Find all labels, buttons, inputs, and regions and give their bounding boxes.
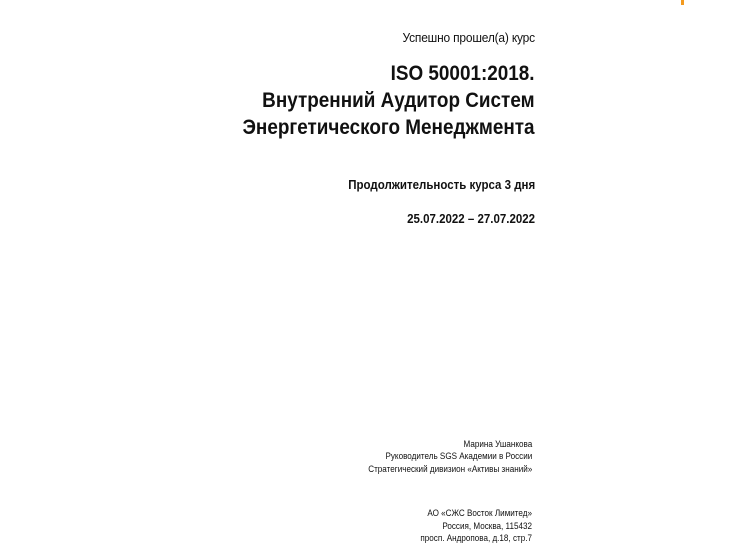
course-title-line-2: Внутренний Аудитор Систем <box>262 89 535 112</box>
course-title-line-1: ISO 50001:2018. <box>391 62 535 85</box>
company-address-block <box>420 507 532 545</box>
course-title-line-3: Энергетического Менеджмента <box>242 116 535 139</box>
signatory-name: Марина Ушанкова <box>463 439 532 449</box>
orange-accent-mark <box>681 0 684 5</box>
course-dates: 25.07.2022 – 27.07.2022 <box>407 212 535 226</box>
passed-course-text: Успешно прошел(а) курс <box>402 30 535 45</box>
company-city-line: Россия, Москва, 115432 <box>442 520 532 531</box>
course-duration: Продолжительность курса 3 дня <box>348 178 535 192</box>
course-title <box>243 60 535 141</box>
signatory-division: Стратегический дивизион «Активы знаний» <box>367 463 532 474</box>
signatory-position: Руководитель SGS Академии в России <box>385 451 532 462</box>
company-name: АО «СЖС Восток Лимитед» <box>427 508 532 518</box>
signatory-block <box>368 438 532 475</box>
company-address-line: просп. Андропова, д.18, стр.7 <box>420 533 532 543</box>
